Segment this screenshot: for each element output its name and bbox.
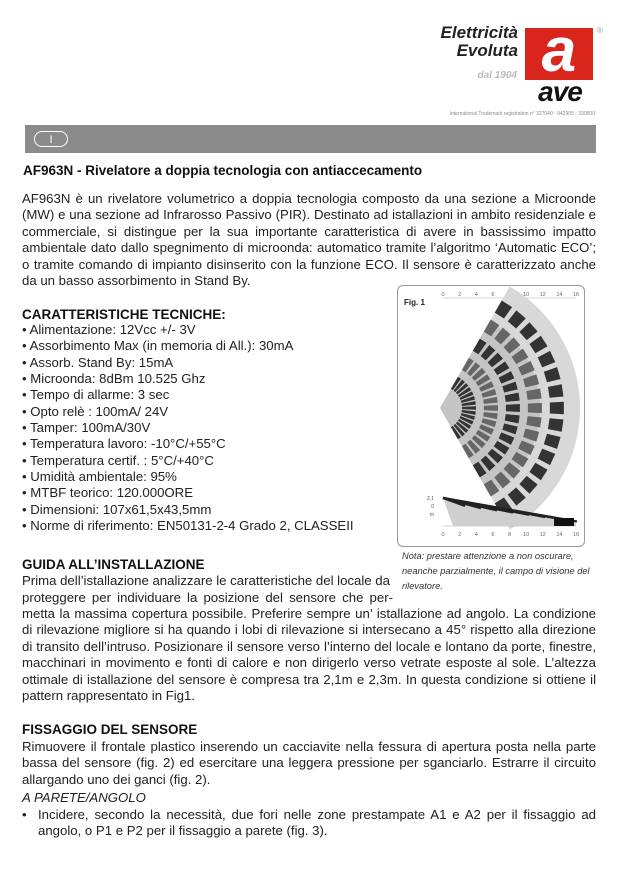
bottom-tick-label: 2 <box>458 532 462 538</box>
install-line1: Prima dell’istallazione analizzare le caratteristiche del locale da <box>22 573 390 588</box>
spec-item: • Tamper: 100mA/30V <box>22 420 354 436</box>
registered-mark: ® <box>597 26 603 35</box>
page-header <box>0 0 621 130</box>
fix-bullet-item <box>22 807 596 840</box>
side-tick-label: 0 <box>431 504 434 510</box>
spec-item: • Microonda: 8dBm 10.525 Ghz <box>22 371 354 387</box>
bottom-tick-label: 8 <box>507 532 512 538</box>
side-tick-label: m <box>429 512 434 518</box>
bottom-tick-label: 10 <box>523 532 530 538</box>
bottom-tick-label: 12 <box>539 532 546 538</box>
specs-list <box>22 322 354 534</box>
bottom-tick-label: 0 <box>441 532 445 538</box>
install-line2: proteggere per individuare la posizione del sensore che per- <box>22 590 393 605</box>
spec-item: • Tempo di allarme: 3 sec <box>22 387 354 403</box>
spec-item: • MTBF teorico: 120.000ORE <box>22 485 354 501</box>
spec-item: • Alimentazione: 12Vcc +/- 3V <box>22 322 354 338</box>
bottom-tick-label: 14 <box>556 532 563 538</box>
spec-item: • Opto relè : 100mA/ 24V <box>22 404 354 420</box>
spec-item: • Temperatura certif. : 5°C/+40°C <box>22 453 354 469</box>
language-bar <box>25 125 596 153</box>
side-floor-block <box>554 518 574 526</box>
fix-heading: FISSAGGIO DEL SENSORE <box>22 722 198 737</box>
detection-pattern-figure <box>397 285 585 547</box>
bottom-tick-label: 6 <box>491 532 495 538</box>
spec-item: • Norme di riferimento: EN50131-2-4 Grado 2, CLASSEII <box>22 518 354 534</box>
document-title: AF963N - Rivelatore a doppia tecnologia con antiaccecamento <box>23 163 423 178</box>
top-tick-label: 16 <box>572 292 580 298</box>
fix-subheading: A PARETE/ANGOLO <box>22 790 146 805</box>
spec-item: • Umidità ambientale: 95% <box>22 469 354 485</box>
detection-beam-segment <box>550 402 564 414</box>
intro-paragraph: AF963N è un rivelatore volumetrico a doppia tecnologia composto da una sezione a Microonde (MW) e una sezione ad Infrarosso Passivo (PIR). Destinato ad istallazioni in ambito residenziale e commerciale, si distingue per la sua importante caratteristica di avere in bassissimo impatto ambientale dato dallo spegnimento di microonda: automatico tramite l’algoritmo ‘Automatic ECO’; o tramite comando di impianto disinserito con la funzione ECO. Il sensore è caratterizzato anche da un basso assorbimento in Stand By. <box>22 191 596 289</box>
side-tick-label: 2.1 <box>427 496 434 502</box>
brand-line1: Elettricità <box>440 23 518 42</box>
top-tick-label: 6 <box>491 292 495 298</box>
bottom-tick-label: 4 <box>474 532 478 538</box>
top-tick-label: 10 <box>523 292 530 298</box>
brand-line2: Evoluta <box>456 41 518 60</box>
bullet-mark: • <box>22 807 27 822</box>
detection-beam-segment <box>506 404 520 412</box>
top-tick-label: 0 <box>441 292 445 298</box>
top-tick-label: 4 <box>474 292 478 298</box>
install-paragraph: metta la massima copertura possibile. Preferire sempre un’ istallazione ad angolo. La condizione di rilevazione migliore si ha quando i lobi di rilevazione si intersecano a 45° rispetto alla direzione di transito dell’intruso. Posizionare il sensore verso l’interno del locale e lontano da porte, finestre, macchinari in movimento e fonti di calore e non dirigerlo verso vetrate esposte al sole. L’altezza ottimale di istallazione del sensore è compresa tra 2,1m e 2,3m. In questa condizione si ottiene il pattern rappresentato in Fig1. <box>22 606 596 704</box>
install-heading: GUIDA ALL’INSTALLAZIONE <box>22 557 205 572</box>
fix-bullet-text: Incidere, secondo la necessità, due fori nelle zone prestampate A1 e A2 per il fissaggio ad angolo, o P1 e P2 per il fissaggio a parete (fig. 3). <box>38 807 596 839</box>
language-badge: I <box>34 131 68 147</box>
top-tick-label: 12 <box>539 292 546 298</box>
spec-item: • Dimensioni: 107x61,5x43,5mm <box>22 502 354 518</box>
spec-item: • Assorbimento Max (in memoria di All.): 30mA <box>22 338 354 354</box>
brand-since: dal 1904 <box>477 70 517 81</box>
spec-item: • Assorb. Stand By: 15mA <box>22 355 354 371</box>
specs-heading: CARATTERISTICHE TECNICHE: <box>22 307 226 322</box>
top-tick-label: 2 <box>458 292 462 298</box>
fix-paragraph: Rimuovere il frontale plastico inserendo un cacciavite nella fessura di apertura posta nella parte bassa del sensore (fig. 2) ed esercitare una leggera pressione per sganciarlo. Estrarre il circuito allargando uno dei ganci (fig. 2). <box>22 739 596 787</box>
top-tick-label: 14 <box>556 292 563 298</box>
logo-name: ave <box>538 76 582 107</box>
coverage-diagram <box>398 286 584 546</box>
figure-note: Nota: prestare attenzione a non oscurare, neanche parzialmente, il campo di visione del rilevatore. <box>402 551 590 591</box>
detection-beam-segment <box>528 403 542 413</box>
detection-beam-segment <box>484 405 498 411</box>
bottom-tick-label: 16 <box>572 532 580 538</box>
ave-logo <box>525 16 593 85</box>
spec-item: • Temperatura lavoro: -10°C/+55°C <box>22 436 354 452</box>
figure-label: Fig. 1 <box>404 298 425 307</box>
trademark-note: International Trademark registration n° 327040 - 942905 - 330600 <box>449 111 595 117</box>
logo-letter: a <box>541 16 577 85</box>
